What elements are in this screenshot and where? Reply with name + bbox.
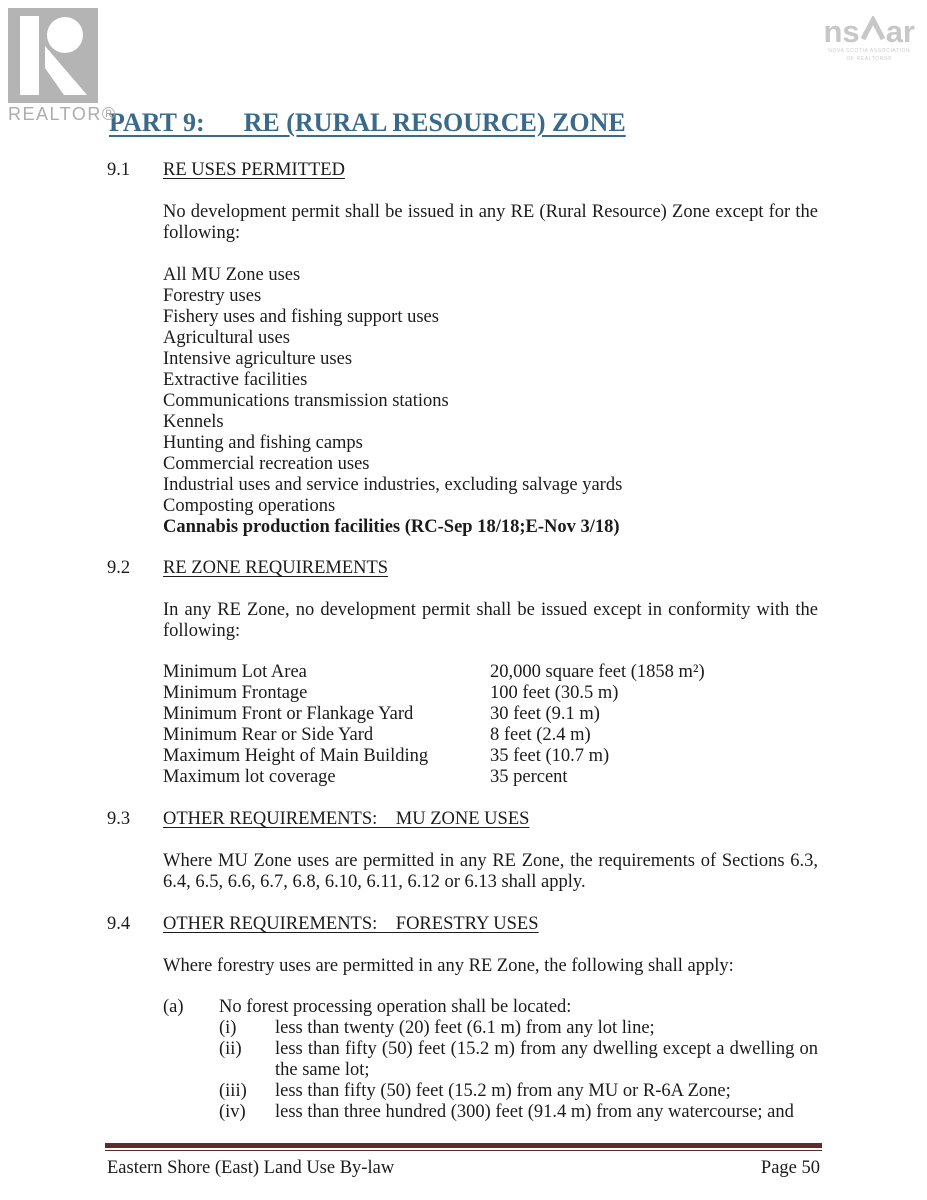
paragraph-body: Where MU Zone uses are permitted in any RE Zone, the requirements of Sections 6.3, 6.4, 6.5, 6.6, 6.7, 6.8, 6.10, 6.11, 6.12 or 6.13 shall apply.: [163, 851, 818, 892]
subclause-label: (i): [219, 1018, 237, 1038]
nsar-logo: [824, 16, 916, 62]
section-heading: RE ZONE REQUIREMENTS: [163, 558, 389, 578]
section-number: 9.3: [107, 809, 131, 829]
realtor-r-icon: [8, 8, 108, 103]
nsar-tagline-line2: OF REALTORS®: [846, 56, 893, 62]
requirement-label: Minimum Front or Flankage Yard: [163, 704, 414, 724]
list-item: Communications transmission stations: [163, 391, 449, 411]
list-item: Composting operations: [163, 496, 336, 516]
section-9-4: [107, 914, 818, 1123]
requirement-value: 20,000 square feet (1858 m²): [490, 662, 705, 682]
list-item: Extractive facilities: [163, 370, 308, 390]
list-item: Hunting and fishing camps: [163, 433, 363, 453]
table-row: [163, 683, 818, 704]
nsar-house-icon: [861, 16, 885, 44]
section-9-1: [107, 160, 818, 538]
section-number: 9.4: [107, 914, 131, 934]
requirement-label: Minimum Frontage: [163, 683, 308, 703]
table-row: [163, 662, 818, 683]
subclause-row: [219, 1018, 818, 1039]
uses-list: [163, 265, 818, 538]
subclause-row: [219, 1081, 818, 1102]
list-item: Agricultural uses: [163, 328, 290, 348]
requirements-table: [163, 662, 818, 788]
nsar-tagline-line1: NOVA SCOTIA ASSOCIATION: [828, 48, 911, 54]
section-9-2: [107, 558, 818, 788]
subclause-text: less than twenty (20) feet (6.1 m) from any lot line;: [275, 1018, 655, 1038]
page-number: Page 50: [760, 1158, 820, 1178]
requirement-label: Maximum lot coverage: [163, 767, 336, 787]
requirement-value: 8 feet (2.4 m): [490, 725, 591, 745]
page-footer: [105, 1143, 822, 1179]
list-item: Commercial recreation uses: [163, 454, 370, 474]
nsar-ns-text: ns: [823, 14, 860, 49]
subclause-label: (iii): [219, 1081, 247, 1101]
paragraph-intro: Where forestry uses are permitted in any RE Zone, the following shall apply:: [163, 956, 734, 976]
realtor-logo-label: REALTOR®: [8, 104, 117, 124]
requirement-label: Maximum Height of Main Building: [163, 746, 429, 766]
subclause-text: less than three hundred (300) feet (91.4 m) from any watercourse; and: [275, 1102, 794, 1122]
section-heading: RE USES PERMITTED: [163, 160, 345, 180]
requirement-label: Minimum Rear or Side Yard: [163, 725, 374, 745]
requirement-value: 35 percent: [490, 767, 568, 787]
page-title: PART 9: RE (RURAL RESOURCE) ZONE: [109, 108, 626, 137]
requirement-value: 100 feet (30.5 m): [490, 683, 619, 703]
subclause-text: less than fifty (50) feet (15.2 m) from any dwelling except a dwelling on the same lot;: [275, 1039, 818, 1080]
clause-a: [163, 997, 818, 1123]
subclause-label: (ii): [219, 1039, 242, 1059]
list-item: All MU Zone uses: [163, 265, 301, 285]
table-row: [163, 767, 818, 788]
requirement-value: 35 feet (10.7 m): [490, 746, 610, 766]
nsar-ar-text: ar: [885, 14, 915, 49]
clause-text: No forest processing operation shall be located:: [219, 997, 572, 1017]
footer-rule-thin: [105, 1150, 822, 1152]
subclause-row: [219, 1102, 818, 1123]
subclause-row: [219, 1039, 818, 1081]
realtor-logo: [8, 8, 117, 125]
list-item-cannabis-bold: Cannabis production facilities (RC-Sep 18/18;E-Nov 3/18): [163, 517, 620, 537]
footer-document-title: Eastern Shore (East) Land Use By-law: [107, 1158, 395, 1178]
list-item: Industrial uses and service industries, excluding salvage yards: [163, 475, 623, 495]
subclause-text: less than fifty (50) feet (15.2 m) from any MU or R-6A Zone;: [275, 1081, 731, 1101]
paragraph-intro: No development permit shall be issued in any RE (Rural Resource) Zone except for the following:: [163, 202, 818, 243]
paragraph-intro: In any RE Zone, no development permit shall be issued except in conformity with the following:: [163, 600, 818, 641]
section-number: 9.1: [107, 160, 131, 180]
list-item: Fishery uses and fishing support uses: [163, 307, 439, 327]
table-row: [163, 704, 818, 725]
list-item: Kennels: [163, 412, 224, 432]
list-item: Intensive agriculture uses: [163, 349, 353, 369]
section-9-3: [107, 809, 818, 893]
section-heading: OTHER REQUIREMENTS: MU ZONE USES: [163, 809, 530, 829]
section-heading: OTHER REQUIREMENTS: FORESTRY USES: [163, 914, 539, 934]
subclause-label: (iv): [219, 1102, 246, 1122]
section-number: 9.2: [107, 558, 131, 578]
subclause-list: [219, 1018, 818, 1123]
table-row: [163, 725, 818, 746]
list-item: Forestry uses: [163, 286, 262, 306]
clause-label: (a): [163, 997, 184, 1017]
table-row: [163, 746, 818, 767]
requirement-value: 30 feet (9.1 m): [490, 704, 600, 724]
requirement-label: Minimum Lot Area: [163, 662, 307, 682]
nsar-wordmark: [823, 14, 916, 49]
